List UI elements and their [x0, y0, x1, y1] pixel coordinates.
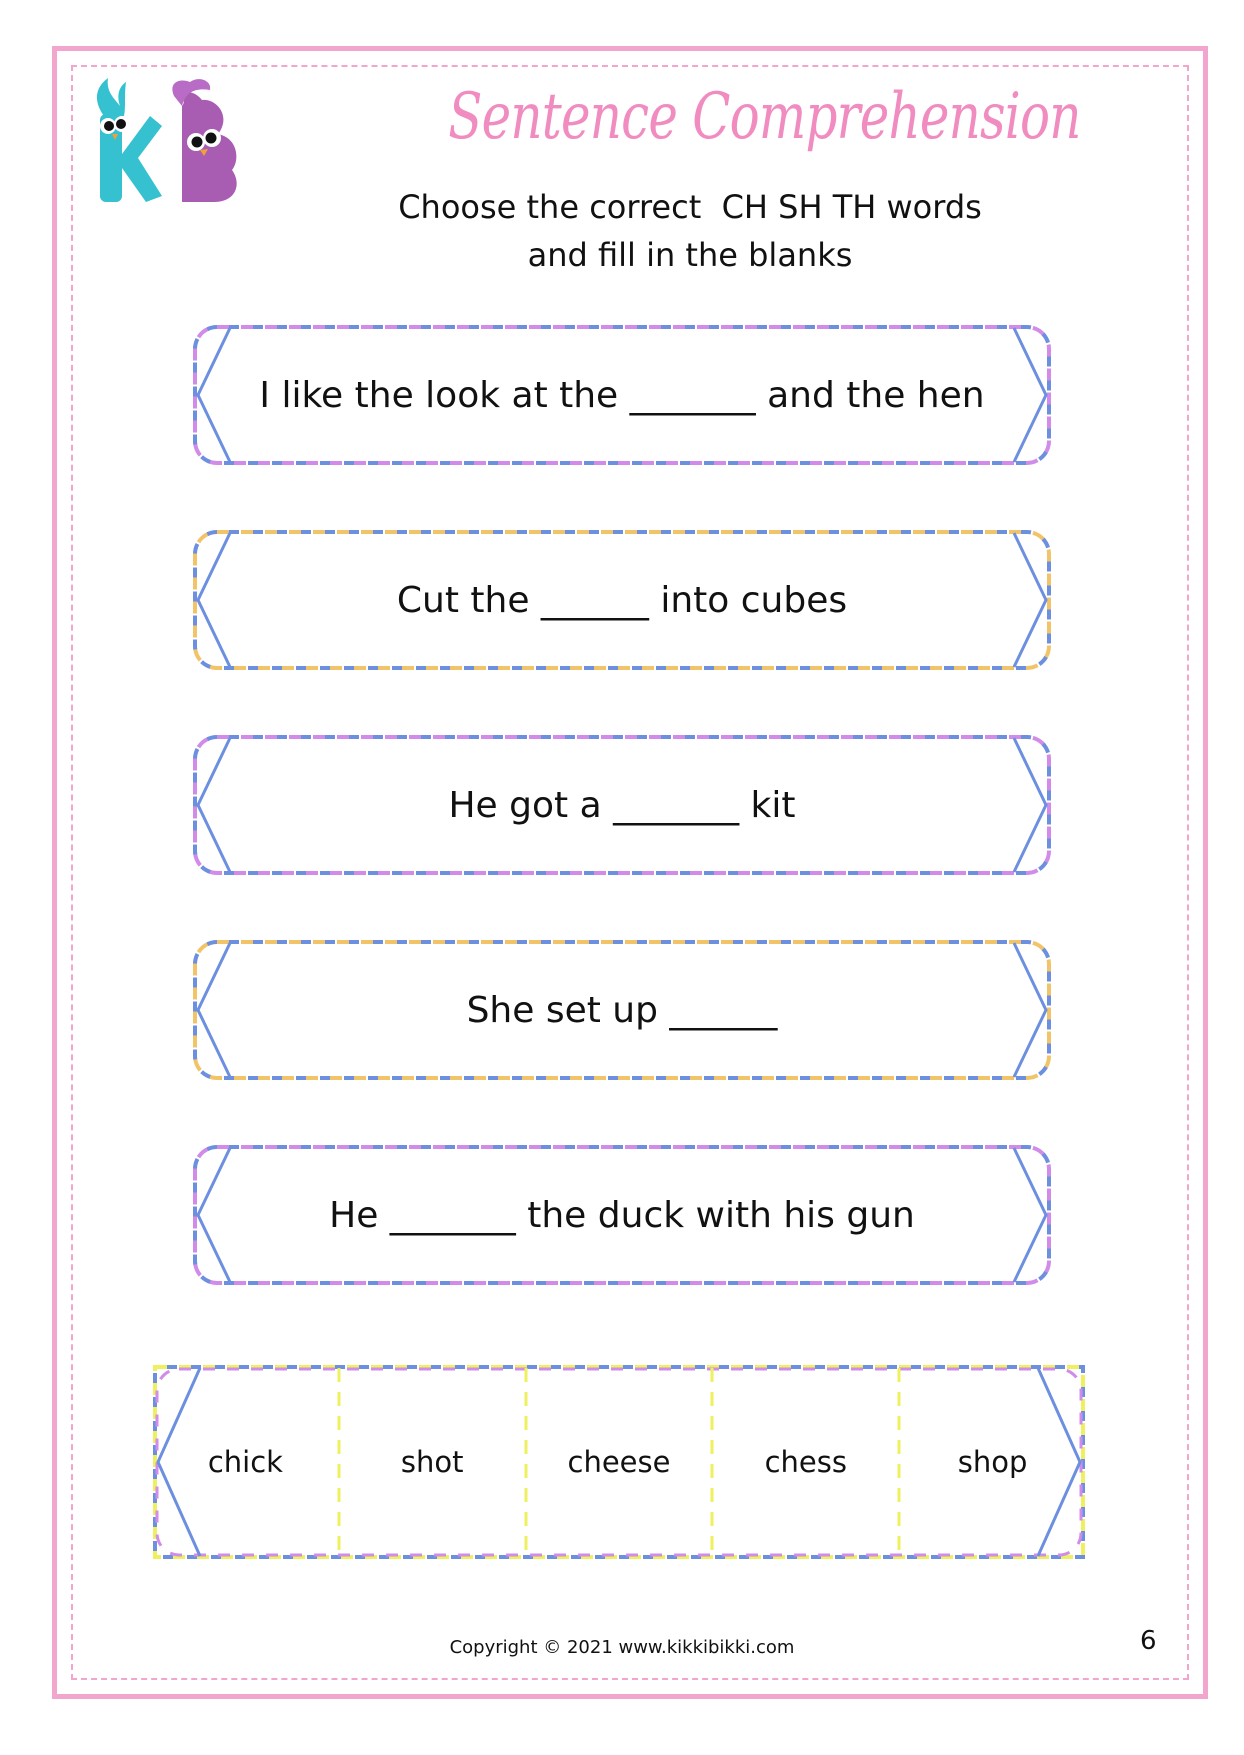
sentence-box: [192, 529, 1052, 671]
sentence-box: [192, 939, 1052, 1081]
copyright: Copyright © 2021 www.kikkibikki.com: [449, 1637, 795, 1658]
word-bank: [152, 1364, 1086, 1560]
kb-logo: [86, 76, 246, 211]
word-bank-item: chick: [207, 1445, 283, 1479]
word-bank-item: shot: [400, 1445, 464, 1479]
word-bank-item: shop: [957, 1445, 1028, 1479]
instructions: [320, 183, 1060, 279]
word-bank-item: chess: [764, 1445, 847, 1479]
sentence-text: Cut the ______ into cubes: [396, 579, 848, 621]
instructions-line-1: Choose the correct CH SH TH words: [398, 188, 982, 226]
sentence-box: [192, 1144, 1052, 1286]
sentence-text: She set up ______: [466, 989, 778, 1031]
page-title: Sentence Comprehension: [448, 80, 1081, 154]
sentence-box: [192, 324, 1052, 466]
page-number: 6: [1140, 1626, 1157, 1656]
instructions-line-2: and fill in the blanks: [527, 236, 853, 274]
sentence-text: He got a _______ kit: [448, 784, 796, 826]
sentence-box: [192, 734, 1052, 876]
word-bank-item: cheese: [567, 1445, 671, 1479]
logo-k-letter: [97, 78, 162, 202]
word-bank-words: [152, 1364, 1086, 1560]
logo-b-letter: [172, 79, 236, 202]
sentence-text: He _______ the duck with his gun: [329, 1194, 915, 1236]
sentence-text: I like the look at the _______ and the hen: [259, 374, 985, 416]
